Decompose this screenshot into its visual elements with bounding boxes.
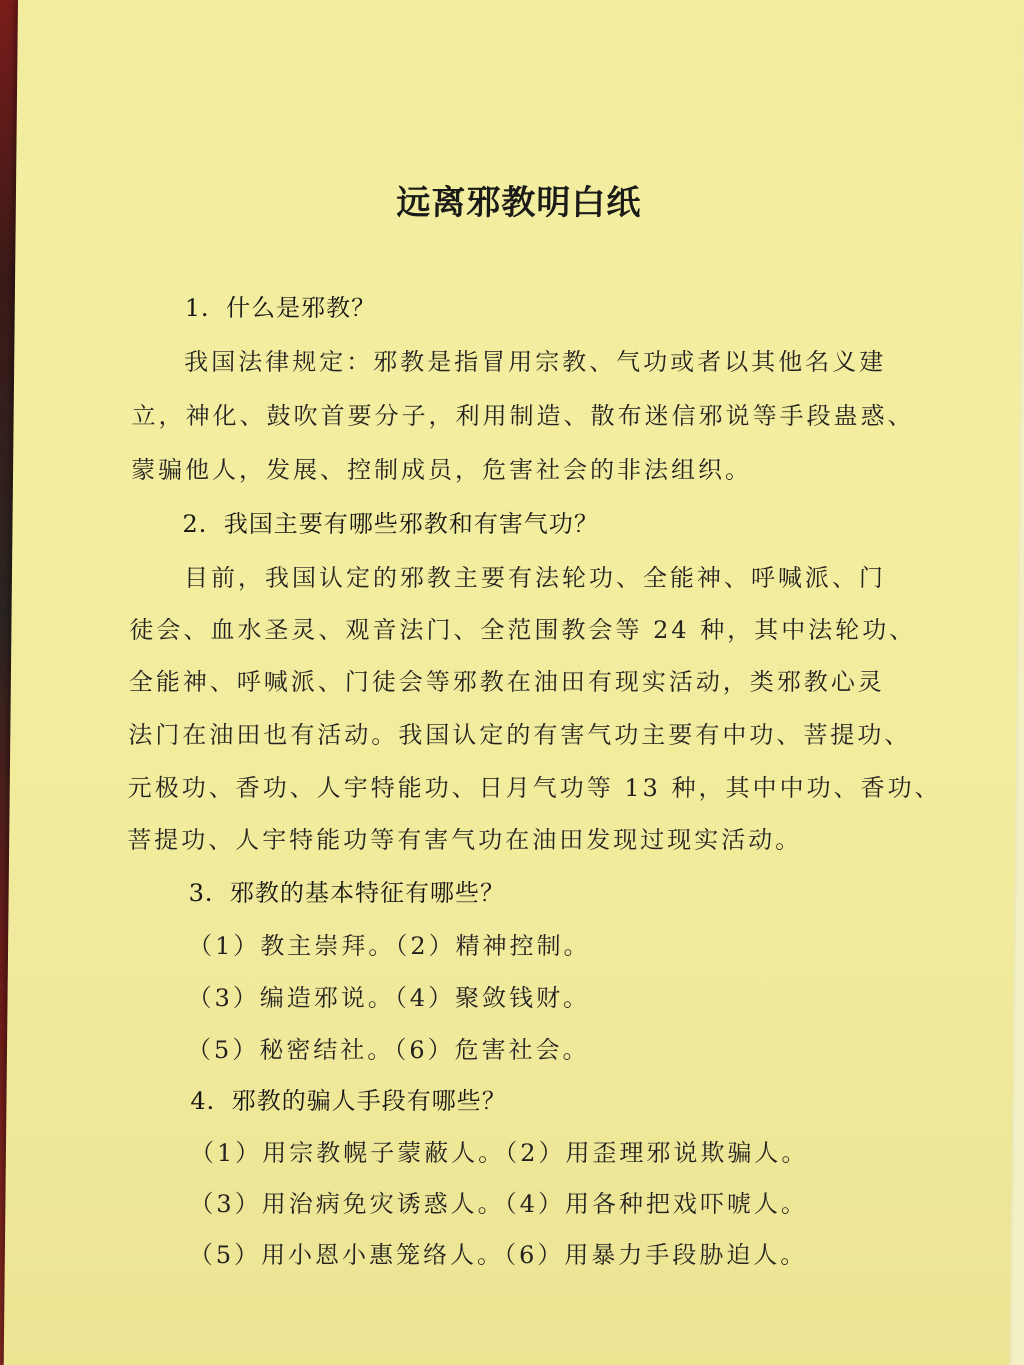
- section-4-line-3: （5）用小恩小惠笼络人。（6）用暴力手段胁迫人。: [188, 1241, 808, 1269]
- section-1-line-1: 我国法律规定：邪教是指冒用宗教、气功或者以其他名义建: [184, 348, 887, 376]
- section-2-line-5: 元极功、香功、人宇特能功、日月气功等 13 种，其中中功、香功、: [127, 774, 942, 802]
- section-1-heading: 1．什么是邪教？: [184, 294, 377, 322]
- section-4-heading: 4．邪教的骗人手段有哪些？: [190, 1087, 507, 1115]
- section-1-line-2: 立，神化、鼓吹首要分子，利用制造、散布迷信邪说等手段蛊惑、: [131, 402, 915, 430]
- section-4-line-1: （1）用宗教幌子蒙蔽人。（2）用歪理邪说欺骗人。: [189, 1139, 809, 1167]
- document-title: 远离邪教明白纸: [396, 183, 642, 223]
- section-1-line-3: 蒙骗他人，发展、控制成员，危害社会的非法组织。: [130, 456, 753, 484]
- section-2-line-6: 菩提功、人宇特能功等有害气功在油田发现过现实活动。: [127, 826, 803, 854]
- paper-sheet: [4, 0, 1024, 1365]
- section-4-line-2: （3）用治病免灾诱惑人。（4）用各种把戏吓唬人。: [189, 1190, 809, 1218]
- section-3-line-3: （5）秘密结社。（6）危害社会。: [186, 1036, 590, 1064]
- section-2-line-1: 目前，我国认定的邪教主要有法轮功、全能神、呼喊派、门: [183, 564, 887, 592]
- section-3-line-2: （3）编造邪说。（4）聚敛钱财。: [187, 984, 591, 1012]
- section-3-heading: 3．邪教的基本特征有哪些？: [188, 879, 506, 907]
- section-2-line-4: 法门在油田也有活动。我国认定的有害气功主要有中功、菩提功、: [128, 721, 912, 749]
- section-2-line-3: 全能神、呼喊派、门徒会等邪教在油田有现实活动，类邪教心灵: [128, 668, 886, 696]
- section-2-heading: 2．我国主要有哪些邪教和有害气功？: [182, 510, 599, 538]
- section-3-line-1: （1）教主崇拜。（2）精神控制。: [187, 932, 591, 960]
- section-2-line-2: 徒会、血水圣灵、观音法门、全范围教会等 24 种，其中法轮功、: [129, 616, 917, 644]
